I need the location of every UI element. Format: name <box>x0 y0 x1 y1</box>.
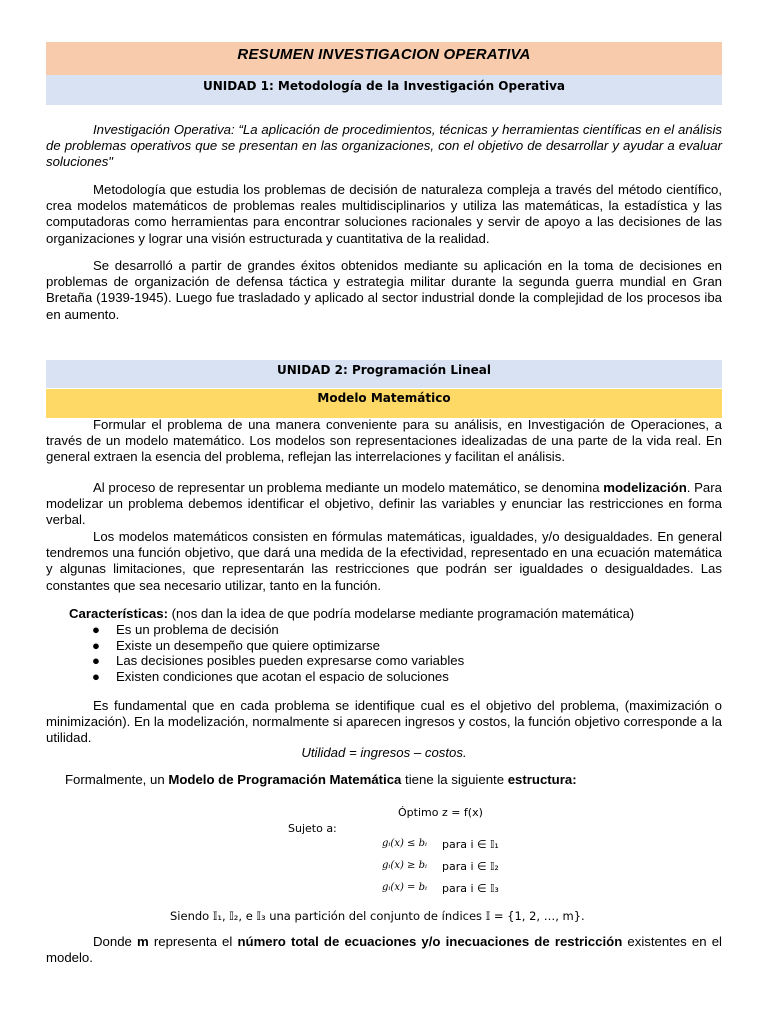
unit2-paragraph-4 <box>46 698 722 747</box>
unit2-paragraph-2 <box>46 480 722 529</box>
unit2-paragraph-2-a: Al proceso de representar un problema mediante un modelo matemático, se denomina <box>93 480 604 495</box>
list-item: ● Las decisiones posibles pueden expresarse como variables <box>92 653 465 669</box>
bullet-icon: ● <box>92 668 100 684</box>
partition-line: Siendo 𝕀₁, 𝕀₂, e 𝕀₃ una partición del conjunto de índices 𝕀 = {1, 2, …, m}. <box>170 909 585 923</box>
bullet-icon: ● <box>92 637 100 653</box>
unit1-paragraph-1-text: Metodología que estudia los problemas de decisión de naturaleza compleja a través del método científico, crea modelos matemáticos de problemas reales multidisciplinarios y utiliza las matemáticas, la estadística y las computadoras como herramientas para encontrar soluciones racionales y servir de apoyo a las decisiones de las organizaciones y lograr una visión estructurada y cuantitativa de la realidad. <box>46 182 722 246</box>
constraint-3-lhs: gᵢ(x) = bᵢ <box>382 882 428 893</box>
document-title: RESUMEN INVESTIGACION OPERATIVA <box>46 42 722 75</box>
total-constraints-term: número total de ecuaciones y/o inecuaciones de restricción <box>237 934 623 949</box>
characteristics-list <box>92 622 464 684</box>
characteristics-line <box>69 606 729 622</box>
list-item: ● Es un problema de decisión <box>92 622 279 637</box>
model-structure-formula <box>170 800 620 930</box>
list-item: ● Existen condiciones que acotan el espacio de soluciones <box>92 668 449 684</box>
constraint-3-rhs: para i ∈ 𝕀₃ <box>442 882 499 895</box>
objective-line: Óptimo z = f(x) <box>398 806 483 819</box>
estructura-term: estructura: <box>507 772 577 787</box>
modelizacion-term: modelización <box>603 480 687 495</box>
unit2-paragraph-3 <box>46 529 722 594</box>
modelo-programacion-term: Modelo de Programación Matemática <box>168 772 402 787</box>
unit2-paragraph-1-text: Formular el problema de una manera conveniente para su análisis, en Investigación de Operaciones, a través de un modelo matemático. Los modelos son representaciones idealizadas de una parte de la vida real. En general extraen la esencia del problema, reflejan las interrelaciones y facilitan el análisis. <box>46 417 722 465</box>
utility-formula: Utilidad = ingresos – costos. <box>301 745 467 760</box>
constraint-1-rhs: para i ∈ 𝕀₁ <box>442 838 499 851</box>
modelo-heading: Modelo Matemático <box>46 389 722 418</box>
constraint-2-rhs: para i ∈ 𝕀₂ <box>442 860 499 873</box>
unit1-definition <box>46 122 722 171</box>
characteristics-label: Características: <box>69 606 168 621</box>
unit2-paragraph-5: Donde m representa el número total de ecuaciones y/o inecuaciones de restricción existentes en el modelo. <box>46 934 722 966</box>
bullet-icon: ● <box>92 653 100 669</box>
unit2-paragraph-4-text: Es fundamental que en cada problema se identifique cual es el objetivo del problema, (maximización o minimización). En la modelización, normalmente si aparecen ingresos y costos, la función objetivo corresponde a la utilidad. <box>46 698 722 746</box>
unit1-heading: UNIDAD 1: Metodología de la Investigación Operativa <box>46 75 722 105</box>
unit2-paragraph-1 <box>46 417 722 466</box>
unit1-paragraph-1 <box>46 182 722 247</box>
m-variable: m <box>137 934 149 949</box>
unit2-heading: UNIDAD 2: Programación Lineal <box>46 360 722 388</box>
unit1-paragraph-2 <box>46 258 722 323</box>
definition-text: Investigación Operativa: “La aplicación de procedimientos, técnicas y herramientas científicas en el análisis de problemas operativos que se presentan en las organizaciones, con el objetivo de desarrollar y ayudar a evaluar soluciones" <box>46 122 722 170</box>
unit2-paragraph-2-b: . Para modelizar un problema debemos identificar el objetivo, definir las variables y enunciar las restricciones en forma verbal. <box>46 480 722 528</box>
bullet-icon: ● <box>92 622 100 637</box>
unit2-paragraph-3-text: Los modelos matemáticos consisten en fórmulas matemáticas, igualdades, y/o desigualdades. En general tendremos una función objetivo, que dará una medida de la efectividad, representado en una ecuación matemática y algunas limitaciones, que representarán las restricciones que podrán ser igualdades o desigualdades. Las constantes que sea necesario utilizar, tanto en la función. <box>46 529 722 593</box>
characteristics-text: (nos dan la idea de que podría modelarse mediante programación matemática) <box>167 606 635 621</box>
constraint-2-lhs: gᵢ(x) ≥ bᵢ <box>382 860 428 871</box>
formal-structure-line: Formalmente, un Modelo de Programación Matemática tiene la siguiente estructura: <box>65 772 577 787</box>
subject-to-label: Sujeto a: <box>288 822 337 835</box>
list-item: ● Existe un desempeño que quiere optimizarse <box>92 637 380 653</box>
unit1-paragraph-2-text: Se desarrolló a partir de grandes éxitos obtenidos mediante su aplicación en la toma de decisiones en problemas de organización de defensa táctica y estrategia militar durante la segunda guerra mundial en Gran Bretaña (1939-1945). Luego fue trasladado y aplicado al sector industrial donde la complejidad de los procesos iba en aumento. <box>46 258 722 322</box>
constraint-1-lhs: gᵢ(x) ≤ bᵢ <box>382 838 428 849</box>
